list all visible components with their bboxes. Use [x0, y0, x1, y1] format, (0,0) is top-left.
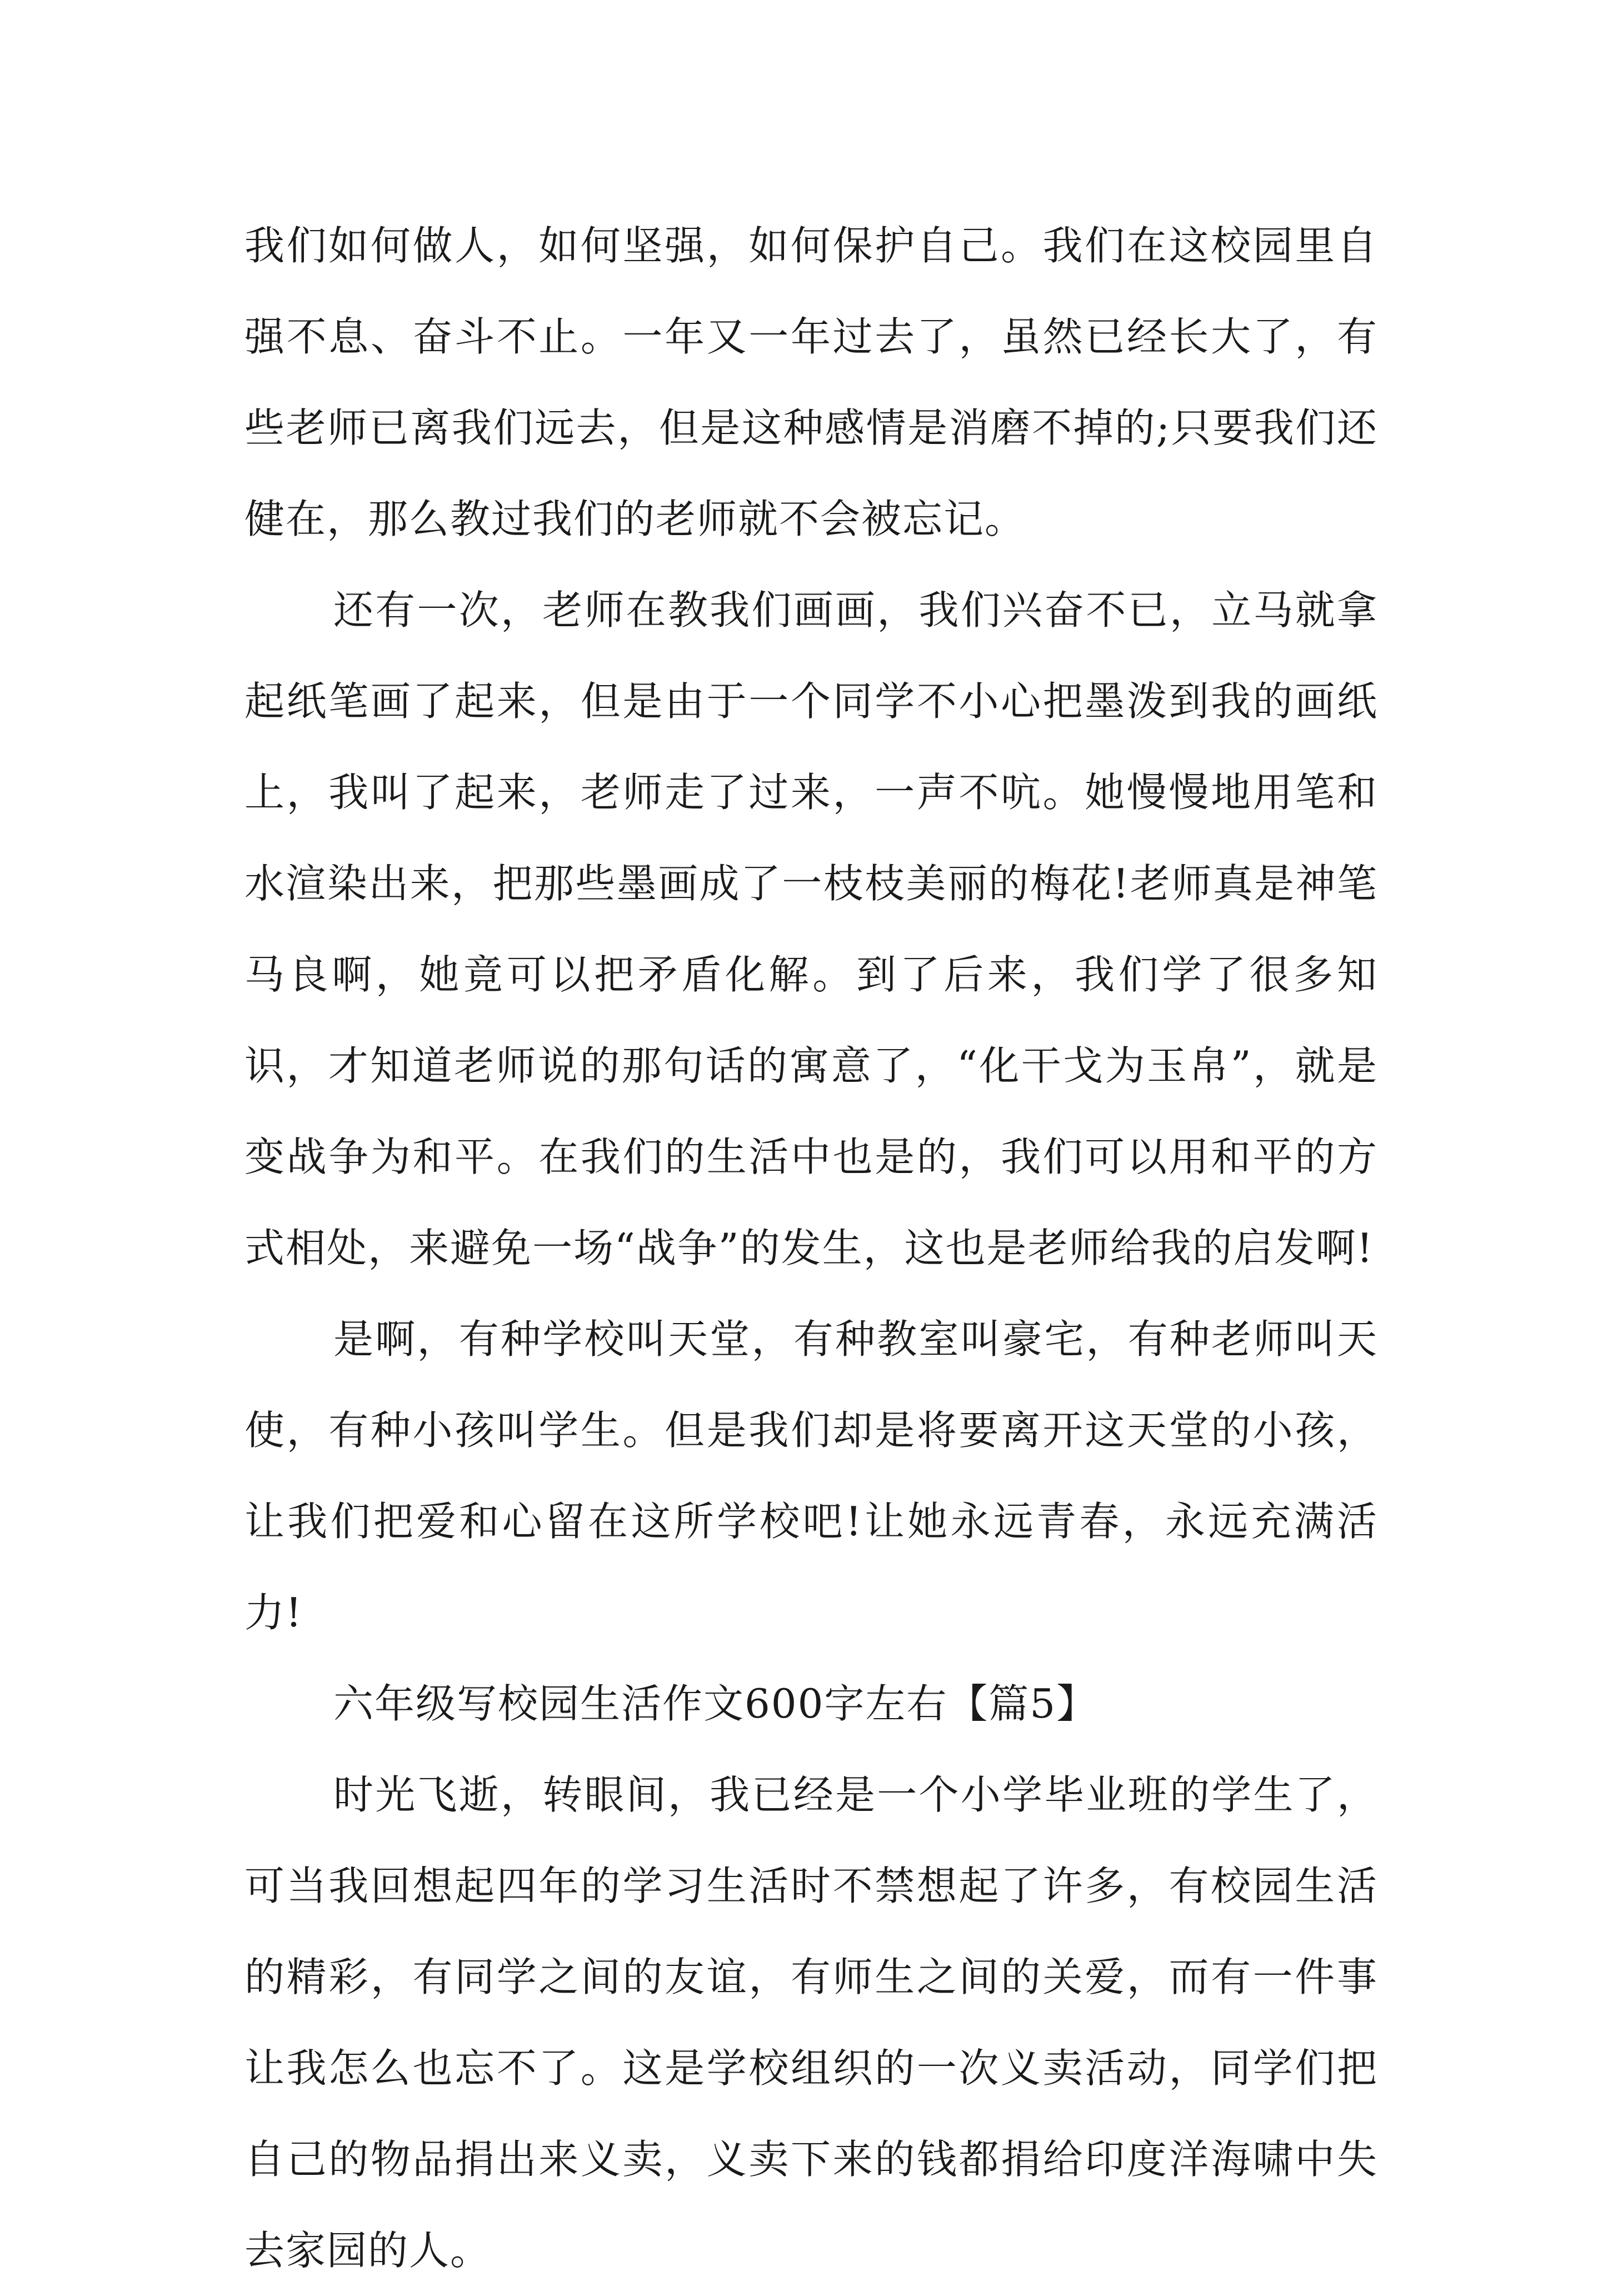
paragraph: 时光飞逝，转眼间，我已经是一个小学毕业班的学生了，可当我回想起四年的学习生活时不禁想起了许多，有校园生活的精彩，有同学之间的友谊，有师生之间的关爱，而有一件事让我怎么也忘不了。这是学校组织的一次义卖活动，同学们把自己的物品捐出来义卖，义卖下来的钱都捐给印度洋海啸中失去家园的人。: [244, 1771, 1378, 2274]
paragraph: 是啊，有种学校叫天堂，有种教室叫豪宅，有种老师叫天使，有种小孩叫学生。但是我们却是将要离开这天堂的小孩，让我们把爱和心留在这所学校吧!让她永远青春，永远充满活力!: [244, 1316, 1378, 1636]
paragraph: 还有一次，老师在教我们画画，我们兴奋不已，立马就拿起纸笔画了起来，但是由于一个同学不小心把墨泼到我的画纸上，我叫了起来，老师走了过来，一声不吭。她慢慢地用笔和水渲染出来，把那些墨画成了一枝枝美丽的梅花!老师真是神笔马良啊，她竟可以把矛盾化解。到了后来，我们学了很多知识，才知道老师说的那句话的寓意了，“化干戈为玉帛”，就是变战争为和平。在我们的生活中也是的，我们可以用和平的方式相处，来避免一场“战争”的发生，这也是老师给我的启发啊!: [244, 587, 1378, 1271]
section-heading: 六年级写校园生活作文600字左右【篇5】: [333, 1680, 1098, 1727]
document-body: [244, 200, 1378, 2296]
paragraph: 我们如何做人，如何坚强，如何保护自己。我们在这校园里自强不息、奋斗不止。一年又一年过去了，虽然已经长大了，有些老师已离我们远去，但是这种感情是消磨不掉的;只要我们还健在，那么教过我们的老师就不会被忘记。: [244, 222, 1378, 542]
